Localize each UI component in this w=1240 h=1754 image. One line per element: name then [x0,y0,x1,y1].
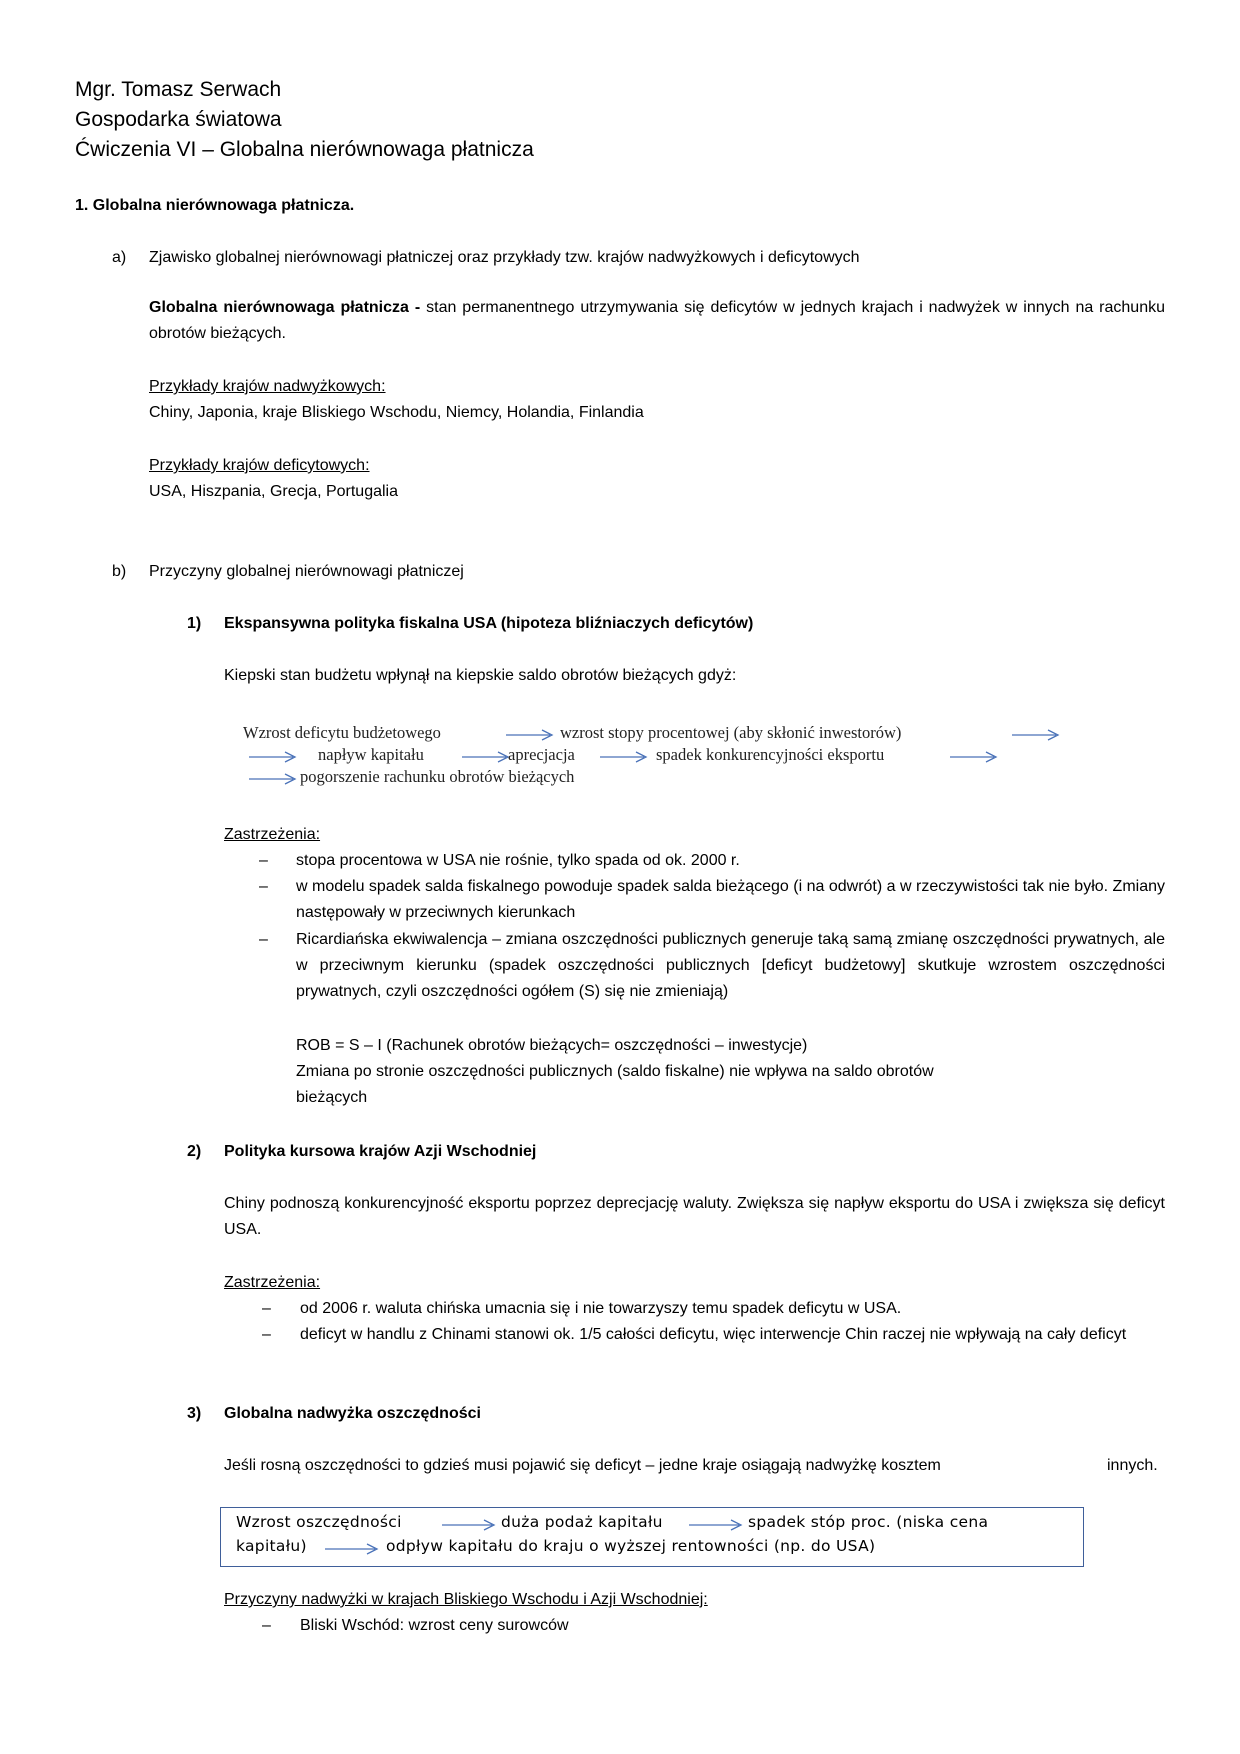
cause2-title: Polityka kursowa krajów Azji Wschodniej [224,1143,537,1160]
item-a-title: Zjawisko globalnej nierównowagi płatniczej oraz przykłady tzw. krajów nadwyżkowych i deficytowych [149,249,860,266]
arrow-right-icon [249,750,297,768]
box-step-capital-price: kapitału) [236,1537,307,1555]
cause1-marker: 1) [187,615,202,632]
section-title: 1. Globalna nierównowaga płatnicza. [75,197,355,214]
box-step-rate-drop: spadek stóp proc. (niska cena [748,1513,989,1531]
deficit-list: USA, Hiszpania, Grecja, Portugalia [149,483,398,500]
cause2-reservation-2: deficyt w handlu z Chinami stanowi ok. 1/5 całości deficytu, więc interwencje Chin raczej nie wpływają na cały deficyt [300,1326,1127,1343]
dash: – [259,852,268,869]
cause1-reservation-3: Ricardiańska ekwiwalencja – zmiana oszczędności publicznych generuje taką samą zmianę oszczędności prywatnych, ale w przeciwnym kierunku (spadek oszczędności publicznych [deficyt budżetowy] skutkuje wzrostem oszczędności prywatnych, czyli oszczędności ogółem (S) się nie zmieniają) [296,931,1165,1000]
chain1-step-current-account: pogorszenie rachunku obrotów bieżących [300,767,575,786]
arrow-right-icon [462,750,510,768]
definition [149,295,1165,347]
arrow-right-icon [689,1518,743,1536]
cause3-cause-1: Bliski Wschód: wzrost ceny surowców [300,1617,569,1634]
definition-text: stan permanentnego utrzymywania się deficytów w jednych krajach i nadwyżek w innych na rachunku obrotów bieżących. [149,299,1166,342]
dash: – [262,1326,271,1343]
cause3-marker: 3) [187,1405,202,1422]
author-name: Mgr. Tomasz Serwach [75,78,282,101]
cause2-reservation-1: od 2006 r. waluta chińska umacnia się i nie towarzyszy temu spadek deficytu w USA. [300,1300,902,1317]
arrow-right-icon [600,750,648,768]
chain1-step-competitiveness: spadek konkurencyjności eksportu [656,745,885,764]
cause3-title: Globalna nadwyżka oszczędności [224,1405,481,1422]
chain1-step-appreciation: aprecjacja [508,745,575,764]
cause1-reservations-heading: Zastrzeżenia: [224,826,321,843]
arrow-right-icon [442,1518,496,1536]
arrow-right-icon [1012,728,1060,746]
item-b-title: Przyczyny globalnej nierównowagi płatniczej [149,563,464,580]
topic-title: Ćwiczenia VI – Globalna nierównowaga płatnicza [75,138,534,161]
cause1-intro: Kiepski stan budżetu wpłynął na kiepskie saldo obrotów bieżących gdyż: [224,667,737,684]
item-b-marker: b) [112,563,127,580]
box-step-capital-outflow: odpływ kapitału do kraju o wyższej rentowności (np. do USA) [386,1537,876,1555]
dash: – [262,1300,271,1317]
course-title: Gospodarka światowa [75,108,282,131]
cause2-marker: 2) [187,1143,202,1160]
cause1-reservation-1: stopa procentowa w USA nie rośnie, tylko spada od ok. 2000 r. [296,852,740,869]
box-step-savings: Wzrost oszczędności [236,1513,402,1531]
box-step-capital-supply: duża podaż kapitału [501,1513,663,1531]
cause3-text: Jeśli rosną oszczędności to gdzieś musi pojawić się deficyt – jedne kraje osiągają nadwyżkę kosztem [224,1457,941,1474]
cause1-title: Ekspansywna polityka fiskalna USA (hipoteza bliźniaczych deficytów) [224,615,754,632]
arrow-right-icon [950,750,998,768]
arrow-right-icon [506,728,554,746]
definition-term: Globalna nierównowaga płatnicza - [149,299,421,316]
chain1-step-capital-inflow: napływ kapitału [318,745,424,764]
chain1-step-budget-deficit: Wzrost deficytu budżetowego [243,723,441,742]
formula-note: Zmiana po stronie oszczędności publicznych (saldo fiskalne) nie wpływa na saldo obrotów bieżących [296,1063,934,1106]
surplus-heading: Przykłady krajów nadwyżkowych: [149,378,386,395]
cause3-text-end: innych. [1107,1457,1158,1474]
cause2-reservations-heading: Zastrzeżenia: [224,1274,321,1291]
deficit-heading: Przykłady krajów deficytowych: [149,457,370,474]
chain1-step-interest-rate: wzrost stopy procentowej (aby skłonić inwestorów) [560,723,902,742]
cause1-reservation-2: w modelu spadek salda fiskalnego powoduje spadek salda bieżącego (i na odwrót) a w rzeczywistości tak nie było. Zmiany następowały w przeciwnych kierunkach [296,878,1165,921]
dash: – [259,878,268,895]
dash: – [259,931,268,948]
cause2-text: Chiny podnoszą konkurencyjność eksportu poprzez deprecjację waluty. Zwiększa się napływ eksportu do USA i zwiększa się deficyt USA. [224,1195,1165,1238]
arrow-right-icon [249,772,297,790]
cause3-causes-heading: Przyczyny nadwyżki w krajach Bliskiego Wschodu i Azji Wschodniej: [224,1591,708,1608]
current-account-formula: ROB = S – I (Rachunek obrotów bieżących= oszczędności – inwestycje) [296,1037,808,1054]
item-a-marker: a) [112,249,127,266]
arrow-right-icon [325,1542,379,1560]
dash: – [262,1617,271,1634]
surplus-list: Chiny, Japonia, kraje Bliskiego Wschodu, Niemcy, Holandia, Finlandia [149,404,644,421]
